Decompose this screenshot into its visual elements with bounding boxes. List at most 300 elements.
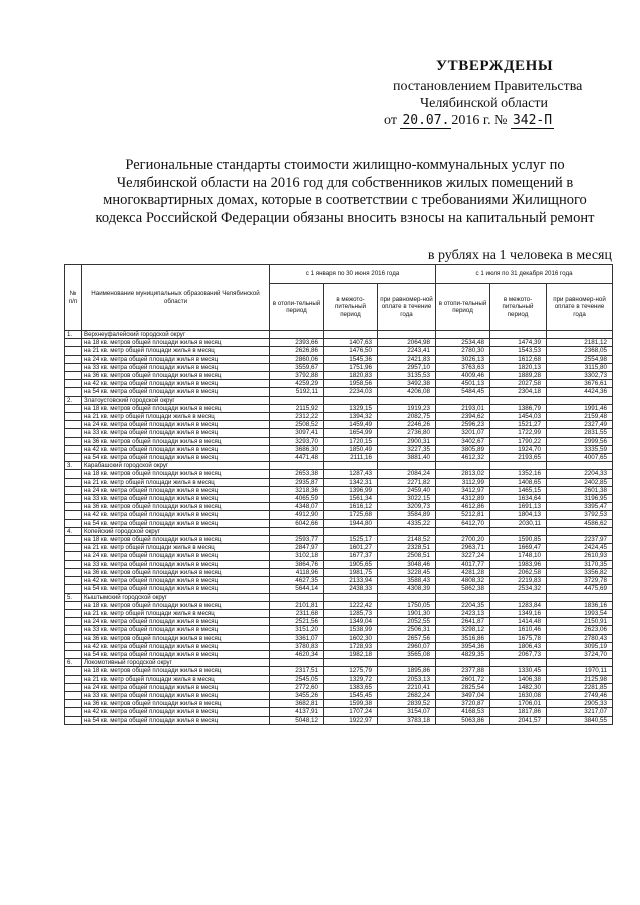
empty-cell <box>65 700 82 708</box>
table-row <box>65 634 613 642</box>
value-cell: 2610,93 <box>547 552 613 560</box>
date-prefix: от <box>384 113 397 128</box>
empty-cell <box>65 347 82 355</box>
value-cell: 1543,53 <box>490 347 547 355</box>
empty-cell <box>378 659 436 667</box>
table-row <box>65 642 613 650</box>
value-cell: 3559,67 <box>270 363 324 371</box>
table-row <box>65 363 613 371</box>
value-cell: 2960,07 <box>378 642 436 650</box>
value-cell: 4137,91 <box>270 708 324 716</box>
value-cell: 4424,36 <box>547 388 613 396</box>
value-cell: 1330,45 <box>490 667 547 675</box>
table-row <box>65 388 613 396</box>
value-cell: 2601,72 <box>436 675 490 683</box>
value-cell: 2393,66 <box>270 339 324 347</box>
empty-cell <box>65 568 82 576</box>
value-cell: 1349,16 <box>490 609 547 617</box>
empty-cell <box>270 527 324 535</box>
value-cell: 1728,93 <box>324 642 378 650</box>
row-label: на 42 кв. метра общей площади жилья в месяц <box>82 642 270 650</box>
value-cell: 6042,66 <box>270 519 324 527</box>
header-no: № п/п <box>65 265 82 331</box>
value-cell: 2957,10 <box>378 363 436 371</box>
value-cell: 1482,30 <box>490 683 547 691</box>
value-cell: 2623,06 <box>547 626 613 634</box>
empty-cell <box>65 716 82 724</box>
group-name: Локомотивный городской округ <box>82 659 270 667</box>
empty-cell <box>436 527 490 535</box>
value-cell: 4620,34 <box>270 650 324 658</box>
value-cell: 2368,05 <box>547 347 613 355</box>
table-row <box>65 372 613 380</box>
value-cell: 2813,02 <box>436 470 490 478</box>
value-cell: 1669,47 <box>490 544 547 552</box>
row-label: на 21 кв. метр общей площади жилья в месяц <box>82 675 270 683</box>
empty-cell <box>65 577 82 585</box>
value-cell: 1751,96 <box>324 363 378 371</box>
value-cell: 3763,63 <box>436 363 490 371</box>
empty-cell <box>65 609 82 617</box>
value-cell: 3864,76 <box>270 560 324 568</box>
value-cell: 1889,28 <box>490 372 547 380</box>
value-cell: 5644,14 <box>270 585 324 593</box>
approval-line-1: постановлением Правительства <box>393 79 583 94</box>
empty-cell <box>270 462 324 470</box>
value-cell: 2181,12 <box>547 339 613 347</box>
row-label: на 54 кв. метра общей площади жилья в месяц <box>82 716 270 724</box>
value-cell: 3588,43 <box>378 577 436 585</box>
value-cell: 2626,86 <box>270 347 324 355</box>
value-cell: 2312,22 <box>270 413 324 421</box>
value-cell: 1820,83 <box>324 372 378 380</box>
value-cell: 1922,97 <box>324 716 378 724</box>
row-label: на 42 кв. метра общей площади жилья в месяц <box>82 577 270 585</box>
value-cell: 1525,17 <box>324 536 378 544</box>
title-line: Челябинской области на 2016 год для собственников жилых помещений в <box>116 174 574 191</box>
value-cell: 2847,97 <box>270 544 324 552</box>
value-cell: 2204,35 <box>436 601 490 609</box>
value-cell: 3228,45 <box>378 568 436 576</box>
value-cell: 1386,79 <box>490 404 547 412</box>
row-label: на 54 кв. метра общей площади жилья в месяц <box>82 519 270 527</box>
value-cell: 3217,07 <box>547 708 613 716</box>
empty-cell <box>547 396 613 404</box>
value-cell: 2193,01 <box>436 404 490 412</box>
empty-cell <box>324 396 378 404</box>
value-cell: 3780,83 <box>270 642 324 650</box>
empty-cell <box>65 667 82 675</box>
value-cell: 4612,32 <box>436 454 490 462</box>
group-row <box>65 331 613 339</box>
value-cell: 3497,04 <box>436 691 490 699</box>
value-cell: 1675,78 <box>490 634 547 642</box>
table-row <box>65 404 613 412</box>
row-label: на 21 кв. метр общей площади жилья в месяц <box>82 347 270 355</box>
value-cell: 3516,86 <box>436 634 490 642</box>
header-period-2: с 1 июля по 31 декабря 2016 года <box>436 265 613 284</box>
row-label: на 36 кв. метров общей площади жилья в месяц <box>82 568 270 576</box>
value-cell: 1545,45 <box>324 691 378 699</box>
table-row <box>65 478 613 486</box>
value-cell: 3724,70 <box>547 650 613 658</box>
value-cell: 2317,51 <box>270 667 324 675</box>
row-label: на 33 кв. метра общей площади жилья в месяц <box>82 363 270 371</box>
value-cell: 1329,72 <box>324 675 378 683</box>
value-cell: 4206,08 <box>378 388 436 396</box>
value-cell: 1691,13 <box>490 503 547 511</box>
empty-cell <box>65 618 82 626</box>
value-cell: 4501,13 <box>436 380 490 388</box>
value-cell: 2377,88 <box>436 667 490 675</box>
date-value: 20.07. <box>402 113 450 128</box>
value-cell: 2905,33 <box>547 700 613 708</box>
empty-cell <box>378 527 436 535</box>
row-label: на 18 кв. метров общей площади жилья в месяц <box>82 404 270 412</box>
value-cell: 2545,05 <box>270 675 324 683</box>
value-cell: 5484,45 <box>436 388 490 396</box>
empty-cell <box>324 527 378 535</box>
value-cell: 1924,70 <box>490 445 547 453</box>
value-cell: 2133,94 <box>324 577 378 585</box>
value-cell: 1408,65 <box>490 478 547 486</box>
value-cell: 2271,82 <box>378 478 436 486</box>
table-row <box>65 675 613 683</box>
value-cell: 2935,87 <box>270 478 324 486</box>
value-cell: 2860,06 <box>270 355 324 363</box>
row-label: на 24 кв. метра общей площади жилья в месяц <box>82 421 270 429</box>
empty-cell <box>65 413 82 421</box>
table-row <box>65 544 613 552</box>
empty-cell <box>65 470 82 478</box>
value-cell: 2210,41 <box>378 683 436 691</box>
empty-cell <box>436 462 490 470</box>
value-cell: 2780,30 <box>436 347 490 355</box>
value-cell: 1982,18 <box>324 650 378 658</box>
value-cell: 2736,80 <box>378 429 436 437</box>
value-cell: 2825,54 <box>436 683 490 691</box>
empty-cell <box>547 659 613 667</box>
value-cell: 1601,27 <box>324 544 378 552</box>
value-cell: 3154,07 <box>378 708 436 716</box>
empty-cell <box>65 634 82 642</box>
empty-cell <box>270 593 324 601</box>
row-label: на 18 кв. метров общей площади жилья в месяц <box>82 536 270 544</box>
value-cell: 1720,15 <box>324 437 378 445</box>
table-row <box>65 339 613 347</box>
value-cell: 3720,87 <box>436 700 490 708</box>
value-cell: 1905,65 <box>324 560 378 568</box>
table-row <box>65 413 613 421</box>
value-cell: 2159,48 <box>547 413 613 421</box>
value-cell: 1993,54 <box>547 609 613 617</box>
table-row <box>65 609 613 617</box>
row-label: на 21 кв. метр общей площади жилья в месяц <box>82 544 270 552</box>
value-cell: 3565,08 <box>378 650 436 658</box>
value-cell: 1836,16 <box>547 601 613 609</box>
value-cell: 1275,79 <box>324 667 378 675</box>
value-cell: 3729,78 <box>547 577 613 585</box>
empty-cell <box>65 683 82 691</box>
row-label: на 24 кв. метра общей площади жилья в месяц <box>82 486 270 494</box>
value-cell: 1414,48 <box>490 618 547 626</box>
empty-cell <box>65 650 82 658</box>
value-cell: 1616,12 <box>324 503 378 511</box>
group-name: Златоустовский городской округ <box>82 396 270 404</box>
table-row <box>65 454 613 462</box>
value-cell: 1283,84 <box>490 601 547 609</box>
table-row <box>65 421 613 429</box>
table-row <box>65 445 613 453</box>
value-cell: 2402,85 <box>547 478 613 486</box>
value-cell: 3805,89 <box>436 445 490 453</box>
value-cell: 2327,49 <box>547 421 613 429</box>
value-cell: 1804,13 <box>490 511 547 519</box>
value-cell: 1725,68 <box>324 511 378 519</box>
value-cell: 1707,24 <box>324 708 378 716</box>
value-cell: 3792,88 <box>270 372 324 380</box>
value-cell: 1630,08 <box>490 691 547 699</box>
value-cell: 1919,23 <box>378 404 436 412</box>
value-cell: 2193,65 <box>490 454 547 462</box>
value-cell: 2064,98 <box>378 339 436 347</box>
empty-cell <box>65 404 82 412</box>
value-cell: 3302,73 <box>547 372 613 380</box>
table-row <box>65 536 613 544</box>
table-row <box>65 355 613 363</box>
value-cell: 3135,53 <box>378 372 436 380</box>
row-label: на 54 кв. метра общей площади жилья в месяц <box>82 454 270 462</box>
value-cell: 2831,55 <box>547 429 613 437</box>
group-row <box>65 462 613 470</box>
value-cell: 1806,43 <box>490 642 547 650</box>
row-label: на 33 кв. метра общей площади жилья в месяц <box>82 626 270 634</box>
row-label: на 42 кв. метра общей площади жилья в месяц <box>82 511 270 519</box>
group-name: Карабашский городской округ <box>82 462 270 470</box>
value-cell: 4017,77 <box>436 560 490 568</box>
row-label: на 18 кв. метров общей площади жилья в месяц <box>82 470 270 478</box>
header-sub: в межото-пительный период <box>324 284 378 331</box>
value-cell: 2311,68 <box>270 609 324 617</box>
value-cell: 2593,77 <box>270 536 324 544</box>
value-cell: 2041,57 <box>490 716 547 724</box>
value-cell: 3584,89 <box>378 511 436 519</box>
value-cell: 2030,11 <box>490 519 547 527</box>
row-label: на 24 кв. метра общей площади жилья в месяц <box>82 683 270 691</box>
empty-cell <box>65 355 82 363</box>
value-cell: 4335,22 <box>378 519 436 527</box>
value-cell: 2082,75 <box>378 413 436 421</box>
value-cell: 1901,30 <box>378 609 436 617</box>
table-row <box>65 708 613 716</box>
value-cell: 5048,12 <box>270 716 324 724</box>
empty-cell <box>65 429 82 437</box>
value-cell: 1538,99 <box>324 626 378 634</box>
value-cell: 4259,29 <box>270 380 324 388</box>
group-name: Копейский городской округ <box>82 527 270 535</box>
value-cell: 2653,38 <box>270 470 324 478</box>
table-row <box>65 716 613 724</box>
row-label: на 21 кв. метр общей площади жилья в месяц <box>82 478 270 486</box>
row-label: на 33 кв. метра общей площади жилья в месяц <box>82 495 270 503</box>
value-cell: 3095,19 <box>547 642 613 650</box>
header-sub: в отопи-тельный период <box>436 284 490 331</box>
value-cell: 2424,45 <box>547 544 613 552</box>
value-cell: 2438,33 <box>324 585 378 593</box>
group-name: Кыштымский городской округ <box>82 593 270 601</box>
value-cell: 2682,24 <box>378 691 436 699</box>
row-label: на 18 кв. метров общей площади жилья в месяц <box>82 667 270 675</box>
empty-cell <box>490 396 547 404</box>
value-cell: 3115,80 <box>547 363 613 371</box>
value-cell: 3026,13 <box>436 355 490 363</box>
row-label: на 24 кв. метра общей площади жилья в месяц <box>82 618 270 626</box>
value-cell: 1634,64 <box>490 495 547 503</box>
empty-cell <box>270 396 324 404</box>
empty-cell <box>490 462 547 470</box>
empty-cell <box>436 659 490 667</box>
empty-cell <box>378 462 436 470</box>
table-row <box>65 511 613 519</box>
units-note: в рублях на 1 человека в месяц <box>427 248 612 263</box>
empty-cell <box>436 331 490 339</box>
value-cell: 2237,97 <box>547 536 613 544</box>
group-row <box>65 527 613 535</box>
value-cell: 4168,53 <box>436 708 490 716</box>
row-label: на 36 кв. метров общей площади жилья в месяц <box>82 503 270 511</box>
value-cell: 3356,82 <box>547 568 613 576</box>
value-cell: 1895,86 <box>378 667 436 675</box>
empty-cell <box>490 593 547 601</box>
value-cell: 1706,01 <box>490 700 547 708</box>
empty-cell <box>65 511 82 519</box>
value-cell: 1748,10 <box>490 552 547 560</box>
value-cell: 5063,86 <box>436 716 490 724</box>
value-cell: 3227,24 <box>436 552 490 560</box>
row-label: на 18 кв. метров общей площади жилья в месяц <box>82 601 270 609</box>
row-label: на 42 кв. метра общей площади жилья в месяц <box>82 445 270 453</box>
row-label: на 24 кв. метра общей площади жилья в месяц <box>82 355 270 363</box>
group-row <box>65 396 613 404</box>
empty-cell <box>547 593 613 601</box>
value-cell: 2304,18 <box>490 388 547 396</box>
value-cell: 2394,62 <box>436 413 490 421</box>
value-cell: 2963,71 <box>436 544 490 552</box>
empty-cell <box>65 519 82 527</box>
standards-table-wrapper <box>64 264 612 725</box>
value-cell: 3954,36 <box>436 642 490 650</box>
empty-cell <box>324 462 378 470</box>
empty-cell <box>547 527 613 535</box>
empty-cell <box>65 691 82 699</box>
value-cell: 2111,16 <box>324 454 378 462</box>
row-label: на 42 кв. метра общей площади жилья в месяц <box>82 380 270 388</box>
empty-cell <box>65 626 82 634</box>
value-cell: 1465,15 <box>490 486 547 494</box>
table-body <box>65 331 613 725</box>
header-period-1: с 1 января по 30 июня 2016 года <box>270 265 436 284</box>
header-sub: в межото-пительный период <box>490 284 547 331</box>
value-cell: 6412,70 <box>436 519 490 527</box>
value-cell: 3196,95 <box>547 495 613 503</box>
value-cell: 2700,20 <box>436 536 490 544</box>
value-cell: 3402,67 <box>436 437 490 445</box>
table-row <box>65 552 613 560</box>
value-cell: 1287,43 <box>324 470 378 478</box>
table-row <box>65 503 613 511</box>
table-row <box>65 577 613 585</box>
table-row <box>65 691 613 699</box>
value-cell: 1285,73 <box>324 609 378 617</box>
empty-cell <box>65 495 82 503</box>
table-row <box>65 585 613 593</box>
table-row <box>65 380 613 388</box>
row-label: на 36 кв. метров общей площади жилья в месяц <box>82 437 270 445</box>
value-cell: 2657,56 <box>378 634 436 642</box>
value-cell: 1944,80 <box>324 519 378 527</box>
value-cell: 2148,52 <box>378 536 436 544</box>
value-cell: 2219,83 <box>490 577 547 585</box>
value-cell: 1454,03 <box>490 413 547 421</box>
value-cell: 2234,03 <box>324 388 378 396</box>
value-cell: 2506,31 <box>378 626 436 634</box>
value-cell: 1970,11 <box>547 667 613 675</box>
value-cell: 3218,36 <box>270 486 324 494</box>
value-cell: 1329,15 <box>324 404 378 412</box>
row-label: на 36 кв. метров общей площади жилья в месяц <box>82 372 270 380</box>
value-cell: 4348,07 <box>270 503 324 511</box>
value-cell: 2125,98 <box>547 675 613 683</box>
empty-cell <box>65 380 82 388</box>
value-cell: 3455,26 <box>270 691 324 699</box>
value-cell: 2534,48 <box>436 339 490 347</box>
empty-cell <box>378 396 436 404</box>
value-cell: 1599,38 <box>324 700 378 708</box>
value-cell: 1407,63 <box>324 339 378 347</box>
empty-cell <box>490 527 547 535</box>
value-cell: 2780,43 <box>547 634 613 642</box>
empty-cell <box>65 708 82 716</box>
group-number: 5. <box>65 593 82 601</box>
table-row <box>65 495 613 503</box>
value-cell: 2596,23 <box>436 421 490 429</box>
value-cell: 2421,83 <box>378 355 436 363</box>
value-cell: 3335,59 <box>547 445 613 453</box>
value-cell: 4065,59 <box>270 495 324 503</box>
value-cell: 2641,87 <box>436 618 490 626</box>
title-line: многоквартирных домах, которые в соответствии с требованиями Жилищного <box>103 192 587 208</box>
empty-cell <box>65 560 82 568</box>
value-cell: 4475,69 <box>547 585 613 593</box>
value-cell: 1677,37 <box>324 552 378 560</box>
empty-cell <box>324 331 378 339</box>
value-cell: 2150,91 <box>547 618 613 626</box>
value-cell: 5212,81 <box>436 511 490 519</box>
row-label: на 33 кв. метра общей площади жилья в месяц <box>82 691 270 699</box>
value-cell: 4118,96 <box>270 568 324 576</box>
row-label: на 54 кв. метра общей площади жилья в месяц <box>82 585 270 593</box>
empty-cell <box>490 331 547 339</box>
empty-cell <box>65 486 82 494</box>
value-cell: 3792,53 <box>547 511 613 519</box>
value-cell: 2508,52 <box>270 421 324 429</box>
value-cell: 2772,60 <box>270 683 324 691</box>
empty-cell <box>65 642 82 650</box>
value-cell: 4808,32 <box>436 577 490 585</box>
value-cell: 1476,50 <box>324 347 378 355</box>
header-sub: при равномер-ной оплате в течение года <box>547 284 613 331</box>
value-cell: 3097,41 <box>270 429 324 437</box>
